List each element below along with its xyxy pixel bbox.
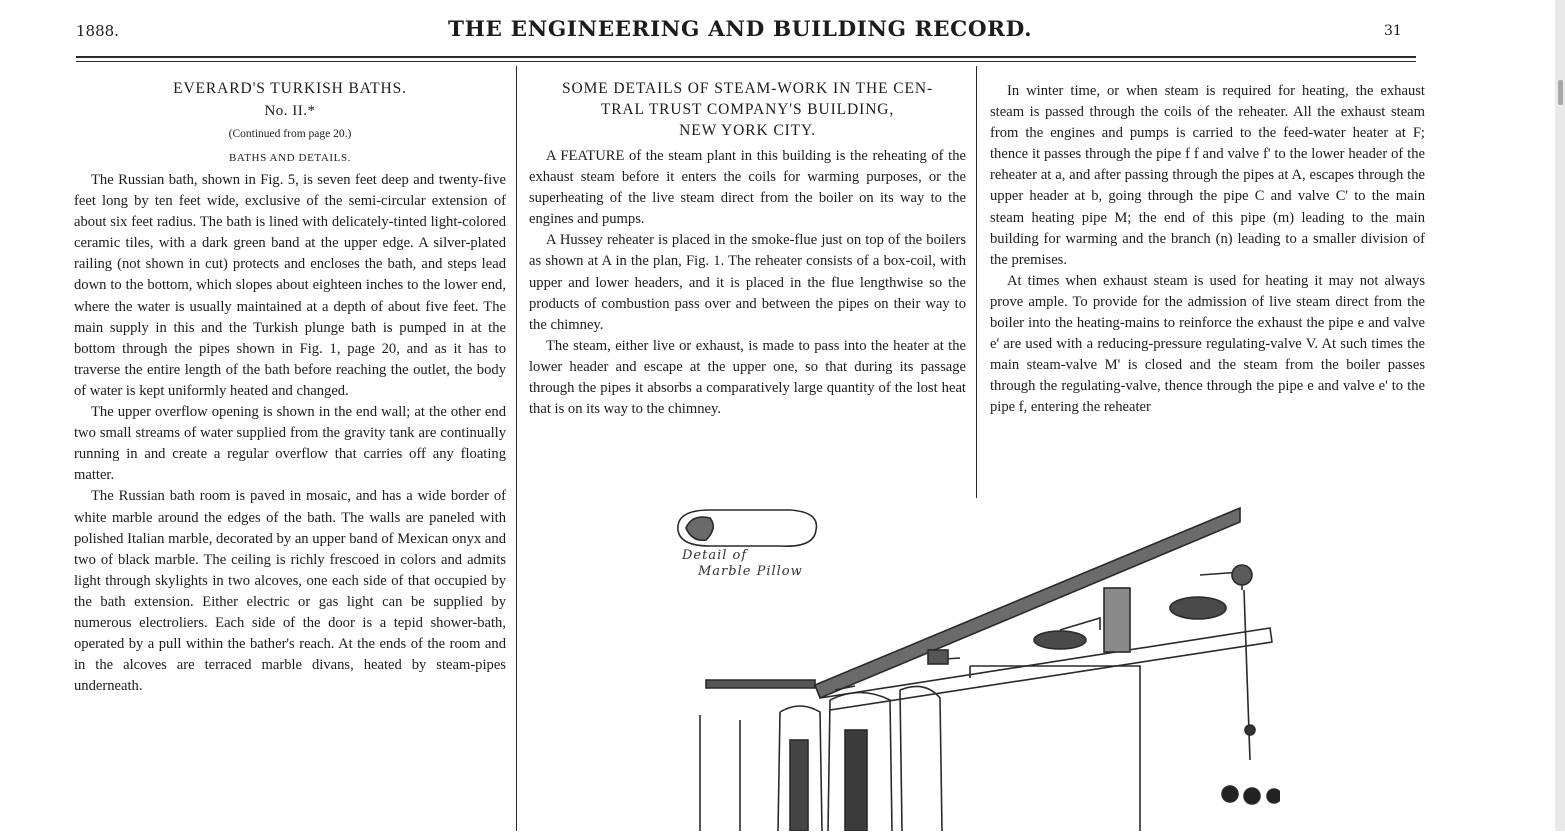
- header-title: THE ENGINEERING AND BUILDING RECORD.: [448, 17, 1033, 42]
- paragraph: The Russian bath, shown in Fig. 5, is seven feet deep and twenty-five feet long by ten feet wide, exclusive of the semi-circular extension of about six feet radius. The bath is lined with delicately-tinted light-colored ceramic tiles, with a dark green band at the upper edge. A silver-plated railing (not shown in cut) protects and encloses the bath, and steps lead down to the bottom, which slopes about eighteen inches to the lower end, where the water is usually maintained at a depth of about five feet. The main supply in this and the Turkish plunge bath is pumped in at the bottom through the pipes shown in Fig. 1, page 20, and as it has to traverse the entire length of the bath before reaching the outlet, the body of water is kept uniformly heated and changed.: [74, 172, 506, 399]
- continued-note: (Continued from page 20.): [228, 128, 352, 140]
- column-steam-work: [529, 78, 966, 420]
- article-title-line: NEW YORK CITY.: [679, 122, 816, 139]
- engraving-drawing: [670, 500, 1280, 831]
- article-title: EVERARD'S TURKISH BATHS.: [173, 80, 407, 97]
- header-year: 1888.: [76, 22, 119, 40]
- paragraph: In winter time, or when steam is required for heating, the exhaust steam is passed through the coils of the reheater. All the exhaust steam from the engines and pumps is carried to the feed-water heater at F; thence it passes through the pipe f f and valve f' to the lower header of the reheater at a, and after passing through the pipes at A, escapes through the upper header at b, going through the pipe C and valve C' to the main steam heating pipe M; the end of this pipe (m) leading to the main building for warming and the branch (n) leading to a smaller division of the premises.: [990, 83, 1425, 268]
- header-rule-top: [76, 56, 1416, 58]
- article-subtitle: No. II.*: [264, 103, 316, 119]
- column-everards-baths: [74, 78, 506, 697]
- paragraph: A FEATURE of the steam plant in this building is the reheating of the exhaust steam before it enters the coils for warming purposes, or the superheating of the live steam direct from the boiler on its way to the engines and pumps.: [529, 148, 966, 228]
- section-heading: BATHS AND DETAILS.: [228, 152, 352, 164]
- scrollbar-thumb[interactable]: [1558, 80, 1563, 105]
- illustration-caption: Marble Pillow: [698, 564, 803, 579]
- bath-room-illustration: [670, 500, 1280, 831]
- header-page-number: 31: [1384, 23, 1402, 39]
- column-steam-work-continued: [990, 81, 1425, 419]
- paragraph: The Russian bath room is paved in mosaic, and has a wide border of white marble around the edges of the bath. The walls are paneled with polished Italian marble, decorated by an upper band of Mexican onyx and two of black marble. The ceiling is richly frescoed in colors and admits light through skylights in two alcoves, one each side of that occupied by the bath extension. Either electric or gas light can be supplied by numerous electroliers. Each side of the door is a tepid shower-bath, operated by a pull within the bather's reach. At the ends of the room and in the alcoves are terraced marble divans, heated by steam-pipes underneath.: [74, 488, 506, 695]
- paragraph: The upper overflow opening is shown in the end wall; at the other end two small streams of water supplied from the gravity tank are continually running in and create a regular overflow that carries off any floating matter.: [74, 404, 506, 484]
- article-title-line: SOME DETAILS OF STEAM-WORK IN THE CEN-: [561, 80, 934, 97]
- paragraph: A Hussey reheater is placed in the smoke-flue just on top of the boilers as shown at A in the plan, Fig. 1. The reheater consists of a box-coil, with upper and lower headers, and it is placed in the flue lengthwise so the products of combustion pass over and between the pipes on their way to the chimney.: [529, 232, 966, 333]
- column-divider-2: [976, 66, 977, 498]
- header-rule-bottom: [76, 61, 1416, 62]
- illustration-caption: Detail of: [682, 548, 748, 563]
- vertical-scrollbar[interactable]: [1555, 0, 1565, 831]
- article-title-line: TRAL TRUST COMPANY'S BUILDING,: [600, 101, 895, 118]
- paragraph: At times when exhaust steam is used for heating it may not always prove ample. To provide for the admission of live steam direct from the boiler into the heating-mains to reinforce the exhaust the pipe e and valve e' are used with a reducing-pressure regulating-valve V. At such times the main steam-valve M' is closed and the steam from the boiler passes through the regulating-valve, thence through the pipe e and valve e' to the pipe f, entering the reheater: [990, 272, 1425, 416]
- paragraph: The steam, either live or exhaust, is made to pass into the heater at the lower header and escape at the upper one, so that during its passage through the pipes it absorbs a comparatively large quantity of the lost heat that is on its way to the chimney.: [529, 337, 966, 418]
- column-divider-1: [516, 66, 517, 831]
